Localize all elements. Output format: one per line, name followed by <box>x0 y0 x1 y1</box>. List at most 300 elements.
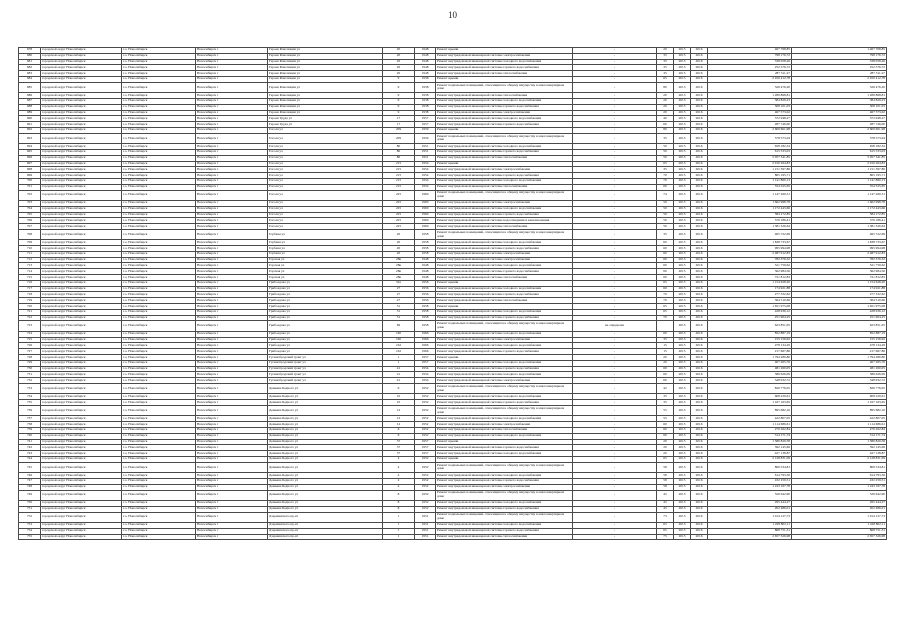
cell-area: г.о. Новосибирск <box>122 451 196 457</box>
cell-work: Ремонт подвальных помещений, относящихся к общему имуществу в многоквартирном доме <box>436 229 573 239</box>
cell-street: Дзержинского пр-кт <box>268 512 383 522</box>
cell-city: Новосибирск г <box>196 275 268 281</box>
cell-num: 738 <box>19 422 41 428</box>
cell-total: 614 793,56 <box>792 473 887 479</box>
cell-life: 35 <box>657 337 674 343</box>
cell-life: 58 <box>657 484 674 490</box>
table-row <box>19 133 887 143</box>
cell-num: 754 <box>19 528 41 534</box>
cell-plan: 2016 <box>691 122 708 128</box>
cell-last: 2015 <box>674 484 691 490</box>
cell-mark: - <box>573 372 657 378</box>
cell-last: 2015 <box>674 127 691 133</box>
cell-district: городской округ Новосибирск <box>41 372 122 378</box>
cell-life: 50 <box>657 206 674 212</box>
cell-work: Ремонт внутридомовой инженерной системы холодного водоснабжения <box>436 309 573 315</box>
cell-last: 2015 <box>674 155 691 161</box>
cell-district: городской округ Новосибирск <box>41 433 122 439</box>
cell-city: Новосибирск г <box>196 304 268 310</box>
cell-plan: 2016 <box>691 355 708 361</box>
cell-work: Ремонт внутридомовой инженерной системы горячего водоснабжения <box>436 366 573 372</box>
cell-life: 70 <box>657 315 674 321</box>
cell-life: 60 <box>657 331 674 337</box>
cell-city: Новосибирск г <box>196 473 268 479</box>
cell-house: 69 <box>383 321 415 331</box>
cell-num: 740 <box>19 433 41 439</box>
cell-total: 526 642,90 <box>792 490 887 500</box>
cell-city: Новосибирск г <box>196 400 268 406</box>
cell-total: 1 662 998,78 <box>792 200 887 206</box>
cell-plan: 2016 <box>691 394 708 400</box>
cell-total: 578 573,04 <box>792 133 887 143</box>
cell-cost: 615 533,03 <box>708 149 792 155</box>
cell-total: 252 576,72 <box>792 65 887 71</box>
cell-num: 716 <box>19 280 41 286</box>
cell-last: 2015 <box>674 144 691 150</box>
cell-num: 734 <box>19 394 41 400</box>
cell-life: 65 <box>657 161 674 167</box>
cell-num: 741 <box>19 439 41 445</box>
cell-area: г.о. Новосибирск <box>122 257 196 263</box>
cell-life: 55 <box>657 416 674 422</box>
cell-house: 27 <box>383 286 415 292</box>
cell-city: Новосибирск г <box>196 462 268 472</box>
cell-mark: - <box>573 98 657 104</box>
cell-year: 1957 <box>415 445 436 451</box>
cell-year: 1951 <box>415 155 436 161</box>
cell-house: 4 <box>383 484 415 490</box>
cell-num: 713 <box>19 263 41 269</box>
cell-total: 615 533,03 <box>792 149 887 155</box>
cell-total: 422 807,05 <box>792 416 887 422</box>
cell-area: г.о. Новосибирск <box>122 246 196 252</box>
cell-plan: 2016 <box>691 286 708 292</box>
cell-street: Демьяна Бедного ул <box>268 473 383 479</box>
cell-city: Новосибирск г <box>196 116 268 122</box>
cell-total: 1 151 397,86 <box>792 167 887 173</box>
cell-area: г.о. Новосибирск <box>122 98 196 104</box>
cell-num: 686 <box>19 93 41 99</box>
cell-last: 2015 <box>674 229 691 239</box>
cell-year: 1958 <box>415 315 436 321</box>
cell-work: Ремонт внутридомовой инженерной системы холодного водоснабжения <box>436 116 573 122</box>
cell-num: 717 <box>19 286 41 292</box>
cell-cost: 1 014 127,73 <box>708 512 792 522</box>
cell-plan: 2016 <box>691 178 708 184</box>
cell-plan: 2016 <box>691 110 708 116</box>
cell-house: 80 <box>383 149 415 155</box>
cell-street: Грибоедова ул <box>268 343 383 349</box>
cell-mark: - <box>573 144 657 150</box>
cell-street: Гусинобродский тракт ул <box>268 372 383 378</box>
cell-total: 2 487 912,83 <box>792 251 887 257</box>
cell-mark: - <box>573 93 657 99</box>
cell-city: Новосибирск г <box>196 65 268 71</box>
cell-life: 60 <box>657 263 674 269</box>
cell-house: 162 <box>383 349 415 355</box>
cell-mark: - <box>573 331 657 337</box>
cell-cost: 326 476,20 <box>708 82 792 92</box>
cell-plan: 2016 <box>691 433 708 439</box>
program-table <box>18 47 887 540</box>
cell-last: 2015 <box>674 218 691 224</box>
cell-mark: - <box>573 384 657 394</box>
cell-area: г.о. Новосибирск <box>122 337 196 343</box>
table-row <box>19 462 887 472</box>
cell-last: 2015 <box>674 451 691 457</box>
cell-year: 1952 <box>415 405 436 415</box>
cell-district: городской округ Новосибирск <box>41 206 122 212</box>
cell-last: 2015 <box>674 133 691 143</box>
page-number: 10 <box>448 10 457 20</box>
cell-district: городской округ Новосибирск <box>41 149 122 155</box>
cell-work: Ремонт внутридомовой инженерной системы холодного водоснабжения <box>436 343 573 349</box>
cell-district: городской округ Новосибирск <box>41 439 122 445</box>
cell-mark: не определен <box>573 321 657 331</box>
cell-last: 2015 <box>674 490 691 500</box>
cell-work: Ремонт внутридомовой инженерной системы теплоснабжения <box>436 275 573 281</box>
cell-life: 60 <box>657 240 674 246</box>
cell-year: 1960 <box>415 212 436 218</box>
cell-work: Ремонт внутридомовой инженерной системы горячего водоснабжения <box>436 292 573 298</box>
cell-life: 60 <box>657 378 674 384</box>
cell-last: 2015 <box>674 263 691 269</box>
cell-district: городской округ Новосибирск <box>41 200 122 206</box>
cell-work: Ремонт внутридомовой инженерной системы холодного водоснабжения <box>436 433 573 439</box>
cell-plan: 2016 <box>691 71 708 77</box>
cell-total: 314 171,74 <box>792 433 887 439</box>
cell-area: г.о. Новосибирск <box>122 104 196 110</box>
cell-city: Новосибирск г <box>196 512 268 522</box>
cell-mark: - <box>573 155 657 161</box>
cell-num: 705 <box>19 212 41 218</box>
cell-life: 65 <box>657 309 674 315</box>
cell-house: 28в <box>383 275 415 281</box>
cell-district: городской округ Новосибирск <box>41 246 122 252</box>
cell-house: 8 <box>383 490 415 500</box>
cell-house: 20 <box>383 65 415 71</box>
cell-total: 623 851,05 <box>792 321 887 331</box>
cell-life: 70 <box>657 178 674 184</box>
cell-plan: 2016 <box>691 212 708 218</box>
cell-house: 162 <box>383 343 415 349</box>
cell-house: 28в <box>383 269 415 275</box>
cell-work: Ремонт внутридомовой инженерной системы электроснабжения <box>436 484 573 490</box>
cell-total: 372 948,27 <box>792 116 887 122</box>
cell-district: городской округ Новосибирск <box>41 490 122 500</box>
cell-plan: 2016 <box>691 422 708 428</box>
cell-year: 1938 <box>415 93 436 99</box>
cell-num: 701 <box>19 184 41 190</box>
cell-district: городской округ Новосибирск <box>41 331 122 337</box>
cell-house: 9 <box>383 93 415 99</box>
cell-house: 1 <box>383 528 415 534</box>
cell-district: городской округ Новосибирск <box>41 212 122 218</box>
cell-year: 1960 <box>415 200 436 206</box>
cell-area: г.о. Новосибирск <box>122 240 196 246</box>
cell-area: г.о. Новосибирск <box>122 427 196 433</box>
cell-street: Героев Революции ул <box>268 93 383 99</box>
cell-city: Новосибирск г <box>196 534 268 540</box>
cell-plan: 2016 <box>691 298 708 304</box>
cell-last: 2015 <box>674 439 691 445</box>
cell-num: 719 <box>19 298 41 304</box>
cell-city: Новосибирск г <box>196 405 268 415</box>
cell-mark: - <box>573 71 657 77</box>
cell-plan: 2016 <box>691 251 708 257</box>
cell-area: г.о. Новосибирск <box>122 500 196 506</box>
cell-cost: 623 851,05 <box>708 321 792 331</box>
cell-city: Новосибирск г <box>196 331 268 337</box>
table-row <box>19 405 887 415</box>
cell-house: 1 <box>383 522 415 528</box>
cell-street: Демьяна Бедного ул <box>268 500 383 506</box>
cell-year: 1954 <box>415 167 436 173</box>
cell-area: г.о. Новосибирск <box>122 445 196 451</box>
cell-num: 714 <box>19 269 41 275</box>
cell-mark: - <box>573 246 657 252</box>
cell-mark: - <box>573 378 657 384</box>
cell-street: Демьяна Бедного ул <box>268 451 383 457</box>
cell-cost: 1 651 975,08 <box>708 304 792 310</box>
cell-plan: 2016 <box>691 59 708 65</box>
cell-total: 798 176,72 <box>792 53 887 59</box>
cell-house: 32а <box>383 280 415 286</box>
cell-num: 733 <box>19 384 41 394</box>
cell-num: 693 <box>19 133 41 143</box>
cell-year: 1954 <box>415 161 436 167</box>
cell-work: Ремонт крыши <box>436 161 573 167</box>
cell-last: 2015 <box>674 366 691 372</box>
cell-mark: - <box>573 257 657 263</box>
cell-cost: 826 776,05 <box>708 384 792 394</box>
cell-work: Ремонт внутридомовой инженерной системы холодного водоснабжения <box>436 263 573 269</box>
cell-work: Ремонт внутридомовой инженерной системы горячего водоснабжения <box>436 104 573 110</box>
cell-year: 1952 <box>415 462 436 472</box>
cell-life: 35 <box>657 53 674 59</box>
cell-city: Новосибирск г <box>196 246 268 252</box>
cell-last: 2015 <box>674 65 691 71</box>
cell-cost: 614 793,56 <box>708 473 792 479</box>
cell-cost: 1 154 628,20 <box>708 280 792 286</box>
cell-mark: - <box>573 522 657 528</box>
cell-district: городской округ Новосибирск <box>41 184 122 190</box>
cell-house: 9 <box>383 104 415 110</box>
cell-year: 1958 <box>415 240 436 246</box>
cell-last: 2015 <box>674 122 691 128</box>
cell-total: 995 994,98 <box>792 246 887 252</box>
cell-mark: - <box>573 422 657 428</box>
cell-last: 2015 <box>674 360 691 366</box>
cell-year: 1954 <box>415 178 436 184</box>
cell-life: 65 <box>657 522 674 528</box>
cell-city: Новосибирск г <box>196 149 268 155</box>
cell-cost: 287 311,27 <box>708 71 792 77</box>
cell-last: 2015 <box>674 462 691 472</box>
cell-total: 287 746,00 <box>792 122 887 128</box>
cell-mark: - <box>573 149 657 155</box>
cell-cost: 295 444,27 <box>708 500 792 506</box>
cell-num: 696 <box>19 155 41 161</box>
cell-num: 742 <box>19 445 41 451</box>
cell-plan: 2016 <box>691 82 708 92</box>
cell-year: 1958 <box>415 251 436 257</box>
cell-total: 584 172,85 <box>792 212 887 218</box>
cell-cost: 174 921,88 <box>708 286 792 292</box>
cell-year: 1966 <box>415 349 436 355</box>
cell-life: 20 <box>657 439 674 445</box>
cell-street: Гусинобродский тракт ул <box>268 378 383 384</box>
cell-mark: - <box>573 178 657 184</box>
cell-house: 1 <box>383 355 415 361</box>
cell-house: 31 <box>383 309 415 315</box>
cell-city: Новосибирск г <box>196 416 268 422</box>
cell-last: 2015 <box>674 275 691 281</box>
cell-house: 20 <box>383 251 415 257</box>
cell-total: 1 228 802,11 <box>792 522 887 528</box>
cell-city: Новосибирск г <box>196 366 268 372</box>
cell-street: Грибоедова ул <box>268 286 383 292</box>
cell-total: 521 759,62 <box>792 263 887 269</box>
cell-city: Новосибирск г <box>196 360 268 366</box>
cell-total: 2 609 601,98 <box>792 127 887 133</box>
cell-mark: - <box>573 298 657 304</box>
cell-mark: - <box>573 366 657 372</box>
cell-work: Ремонт внутридомовой инженерной системы холодного водоснабжения <box>436 500 573 506</box>
cell-work: Ремонт крыши <box>436 280 573 286</box>
cell-total: 428 936,12 <box>792 309 887 315</box>
cell-plan: 2016 <box>691 534 708 540</box>
cell-num: 678 <box>19 48 41 54</box>
cell-mark: - <box>573 528 657 534</box>
cell-year: 1952 <box>415 384 436 394</box>
cell-district: городской округ Новосибирск <box>41 456 122 462</box>
cell-mark: - <box>573 133 657 143</box>
cell-work: Ремонт подвальных помещений, относящихся к общему имуществу в многоквартирном доме <box>436 405 573 415</box>
cell-year: 1948 <box>415 263 436 269</box>
cell-total: 865 195,71 <box>792 173 887 179</box>
cell-street: Горбаня ул <box>268 240 383 246</box>
cell-city: Новосибирск г <box>196 309 268 315</box>
cell-total: 251 904,25 <box>792 315 887 321</box>
cell-district: городской округ Новосибирск <box>41 263 122 269</box>
cell-year: 1960 <box>415 218 436 224</box>
cell-num: 691 <box>19 122 41 128</box>
cell-house: 225 <box>383 190 415 200</box>
cell-district: городской округ Новосибирск <box>41 506 122 512</box>
cell-plan: 2016 <box>691 490 708 500</box>
cell-year: 1957 <box>415 122 436 128</box>
cell-year: 1952 <box>415 506 436 512</box>
cell-life: 40 <box>657 116 674 122</box>
cell-mark: - <box>573 53 657 59</box>
cell-year: 1948 <box>415 269 436 275</box>
cell-cost: 217 667,86 <box>708 349 792 355</box>
cell-mark: - <box>573 48 657 54</box>
cell-district: городской округ Новосибирск <box>41 445 122 451</box>
cell-mark: - <box>573 484 657 490</box>
cell-plan: 2016 <box>691 456 708 462</box>
table-row <box>19 490 887 500</box>
cell-city: Новосибирск г <box>196 251 268 257</box>
cell-district: городской округ Новосибирск <box>41 416 122 422</box>
cell-num: 723 <box>19 321 41 331</box>
cell-mark: - <box>573 167 657 173</box>
cell-district: городской округ Новосибирск <box>41 321 122 331</box>
cell-total: 658 182,34 <box>792 144 887 150</box>
cell-total: 826 776,05 <box>792 384 887 394</box>
cell-street: Грибоедова ул <box>268 349 383 355</box>
cell-street: Гоголя ул <box>268 218 383 224</box>
cell-cost: 348 932,72 <box>708 378 792 384</box>
cell-life: 60 <box>657 275 674 281</box>
cell-mark: - <box>573 349 657 355</box>
cell-street: Гоголя ул <box>268 173 383 179</box>
cell-city: Новосибирск г <box>196 93 268 99</box>
cell-year: 1966 <box>415 343 436 349</box>
cell-district: городской округ Новосибирск <box>41 315 122 321</box>
cell-district: городской округ Новосибирск <box>41 304 122 310</box>
cell-district: городской округ Новосибирск <box>41 500 122 506</box>
cell-plan: 2016 <box>691 48 708 54</box>
cell-mark: - <box>573 212 657 218</box>
cell-cost: 1 151 397,86 <box>708 167 792 173</box>
cell-mark: - <box>573 59 657 65</box>
cell-last: 2015 <box>674 93 691 99</box>
cell-work: Ремонт внутридомовой инженерной системы горячего водоснабжения <box>436 349 573 355</box>
cell-district: городской округ Новосибирск <box>41 427 122 433</box>
cell-last: 2015 <box>674 206 691 212</box>
cell-num: 683 <box>19 71 41 77</box>
cell-life: 45 <box>657 500 674 506</box>
cell-cost: 427 138,87 <box>708 451 792 457</box>
cell-city: Новосибирск г <box>196 122 268 128</box>
cell-year: 1952 <box>415 427 436 433</box>
cell-district: городской округ Новосибирск <box>41 122 122 128</box>
cell-area: г.о. Новосибирск <box>122 155 196 161</box>
cell-cost: 782 376,32 <box>708 257 792 263</box>
cell-plan: 2016 <box>691 133 708 143</box>
cell-cost: 2 487 912,83 <box>708 251 792 257</box>
cell-street: Дзержинского пр-кт <box>268 534 383 540</box>
cell-num: 699 <box>19 173 41 179</box>
cell-district: городской округ Новосибирск <box>41 275 122 281</box>
cell-plan: 2016 <box>691 224 708 230</box>
cell-work: Ремонт внутридомовой инженерной системы холодного водоснабжения <box>436 286 573 292</box>
cell-house: 17 <box>383 116 415 122</box>
cell-district: городской округ Новосибирск <box>41 422 122 428</box>
cell-mark: - <box>573 315 657 321</box>
cell-life: 35 <box>657 400 674 406</box>
cell-plan: 2016 <box>691 65 708 71</box>
cell-area: г.о. Новосибирск <box>122 473 196 479</box>
cell-district: городской округ Новосибирск <box>41 161 122 167</box>
cell-street: Горская ул <box>268 269 383 275</box>
cell-cost: 5 057 341,85 <box>708 155 792 161</box>
cell-work: Ремонт внутридомовой инженерной системы электроснабжения <box>436 53 573 59</box>
cell-plan: 2016 <box>691 240 708 246</box>
cell-total: 608 229,61 <box>792 394 887 400</box>
cell-year: 1958 <box>415 304 436 310</box>
cell-cost: 364 510,66 <box>708 298 792 304</box>
cell-work: Ремонт внутридомовой инженерной системы холодного водоснабжения <box>436 206 573 212</box>
cell-street: Героев Революции ул <box>268 65 383 71</box>
cell-work: Ремонт внутридомовой инженерной системы холодного водоснабжения <box>436 98 573 104</box>
cell-year: 1948 <box>415 48 436 54</box>
cell-cost: 1 838 733,67 <box>708 240 792 246</box>
cell-mark: - <box>573 462 657 472</box>
cell-area: г.о. Новосибирск <box>122 59 196 65</box>
